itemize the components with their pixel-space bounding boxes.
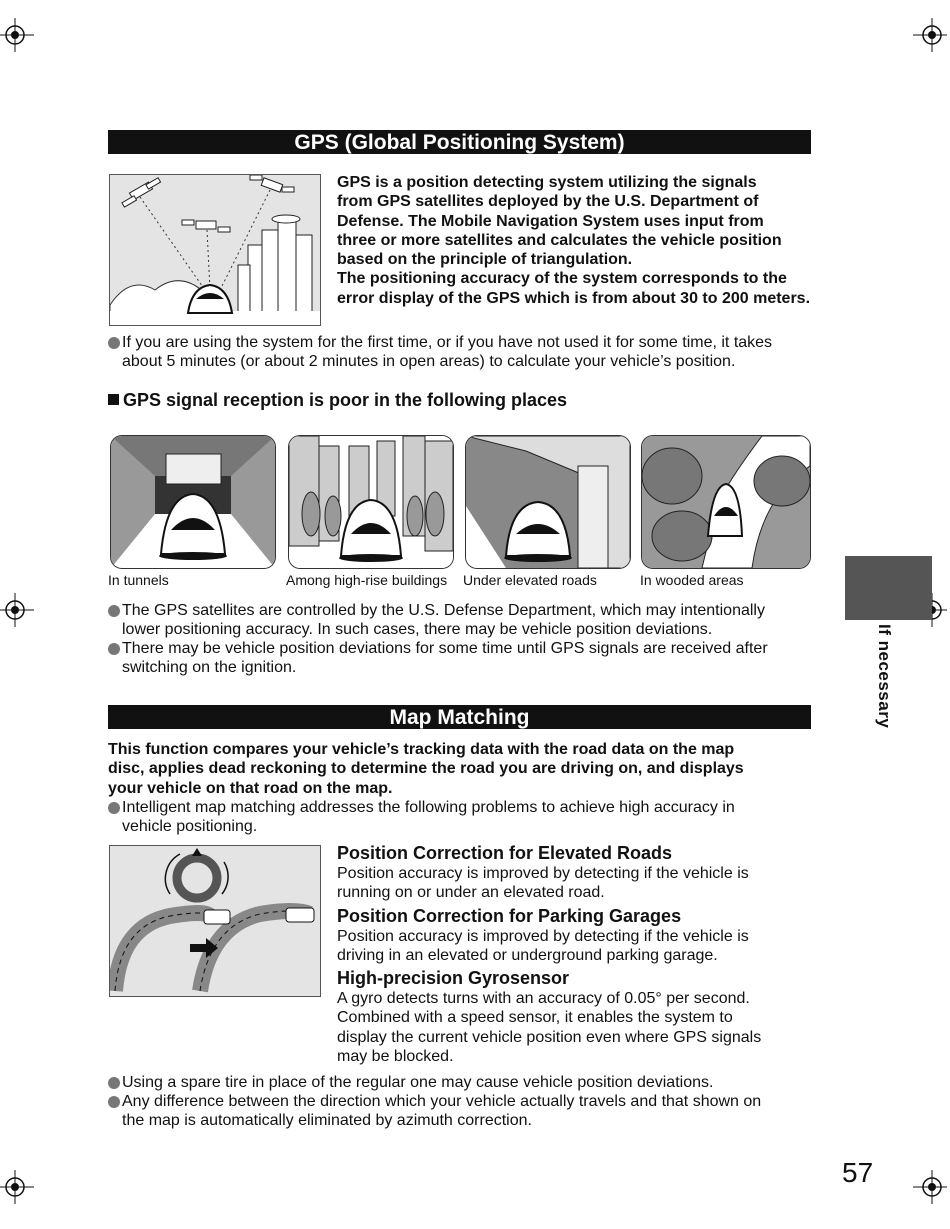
gps-intro-line: based on the principle of triangulation.: [337, 251, 633, 269]
bullet-azimuth: [108, 1092, 818, 1131]
registration-mark-icon: [0, 593, 34, 627]
registration-mark-icon: [0, 18, 34, 52]
bullet-dot-icon: [108, 643, 120, 655]
feature-line: Position accuracy is improved by detecting if the vehicle is: [337, 927, 749, 945]
bullet-line: about 5 minutes (or about 2 minutes in open areas) to calculate your vehicle’s position.: [122, 353, 736, 371]
map-matching-section-title: Map Matching: [108, 705, 811, 729]
bullet-first-use: [108, 333, 818, 372]
side-tab: [845, 556, 932, 620]
bullet-line: Using a spare tire in place of the regular one may cause vehicle position deviations.: [122, 1074, 714, 1091]
gyrosensor-illustration: [109, 845, 321, 997]
bullet-spare-tire: [108, 1073, 818, 1092]
feature-title-elevated-roads: Position Correction for Elevated Roads: [337, 843, 673, 863]
side-tab-label: If necessary: [875, 624, 894, 729]
bullet-dot-icon: [108, 802, 120, 814]
caption-elevated-roads: Under elevated roads: [463, 572, 597, 588]
feature-line: A gyro detects turns with an accuracy of 0.05° per second.: [337, 990, 750, 1008]
bullet-dot-icon: [108, 1096, 120, 1108]
gps-intro-line: error display of the GPS which is from about 30 to 200 meters.: [337, 289, 811, 307]
wooded-area-illustration: [641, 435, 811, 569]
feature-line: running on or under an elevated road.: [337, 884, 605, 902]
feature-title-parking-garages: Position Correction for Parking Garages: [337, 905, 682, 926]
feature-line: display the current vehicle position even where GPS signals: [337, 1028, 762, 1046]
map-matching-features: [337, 843, 817, 1066]
bullet-dot-icon: [108, 1077, 120, 1089]
map-matching-intro: [108, 740, 818, 798]
bullet-dot-icon: [108, 605, 120, 617]
caption-high-rise: Among high-rise buildings: [286, 572, 448, 588]
registration-mark-icon: [913, 1170, 947, 1204]
gps-intro-line: GPS is a position detecting system utilizing the signals: [337, 174, 757, 191]
feature-line: may be blocked.: [337, 1048, 454, 1066]
bullet-line: There may be vehicle position deviations for some time until GPS signals are received after: [122, 640, 768, 657]
bullet-line: Intelligent map matching addresses the following problems to achieve high accuracy in: [122, 799, 735, 816]
gps-intro-line: from GPS satellites deployed by the U.S. Department of: [337, 193, 759, 211]
square-bullet-icon: [108, 394, 119, 405]
bullet-line: Any difference between the direction which your vehicle actually travels and that shown on: [122, 1093, 762, 1110]
tunnel-illustration: [110, 435, 276, 569]
bullet-line: the map is automatically eliminated by azimuth correction.: [122, 1112, 532, 1130]
gps-intro-line: three or more satellites and calculates the vehicle position: [337, 231, 782, 249]
map-intro-line: This function compares your vehicle’s tracking data with the road data on the map: [108, 741, 735, 758]
feature-line: Position accuracy is improved by detecting if the vehicle is: [337, 865, 749, 882]
map-intro-line: your vehicle on that road on the map.: [108, 779, 393, 797]
bullet-line: vehicle positioning.: [122, 818, 258, 836]
bullet-defense: [108, 601, 818, 640]
page-number: 57: [842, 1157, 874, 1188]
bullet-intelligent: [108, 798, 818, 837]
gps-section-title: GPS (Global Positioning System): [108, 130, 811, 154]
gps-intro: [337, 173, 817, 308]
bullet-line: If you are using the system for the first time, or if you have not used it for some time, it takes: [122, 334, 773, 351]
feature-line: driving in an elevated or underground parking garage.: [337, 946, 718, 964]
gps-intro-line: The positioning accuracy of the system corresponds to the: [337, 270, 787, 288]
poor-reception-heading: [108, 390, 567, 411]
bullet-dot-icon: [108, 337, 120, 349]
feature-line: Combined with a speed sensor, it enables the system to: [337, 1009, 733, 1027]
feature-title-gyrosensor: High-precision Gyrosensor: [337, 968, 570, 989]
high-rise-illustration: [288, 435, 454, 569]
gps-satellite-illustration: [109, 174, 321, 326]
elevated-road-illustration: [465, 435, 631, 569]
bullet-line: switching on the ignition.: [122, 659, 297, 677]
caption-wooded-areas: In wooded areas: [640, 572, 744, 588]
gps-intro-line: Defense. The Mobile Navigation System uses input from: [337, 212, 764, 230]
bullet-ignition: [108, 639, 818, 678]
registration-mark-icon: [0, 1170, 34, 1204]
bullet-line: lower positioning accuracy. In such cases, there may be vehicle position deviations.: [122, 621, 713, 639]
map-intro-line: disc, applies dead reckoning to determine the road you are driving on, and displays: [108, 760, 744, 778]
poor-reception-heading-text: GPS signal reception is poor in the following places: [123, 390, 568, 410]
caption-tunnels: In tunnels: [108, 572, 169, 588]
registration-mark-icon: [913, 18, 947, 52]
bullet-line: The GPS satellites are controlled by the U.S. Defense Department, which may intentionally: [122, 602, 765, 619]
